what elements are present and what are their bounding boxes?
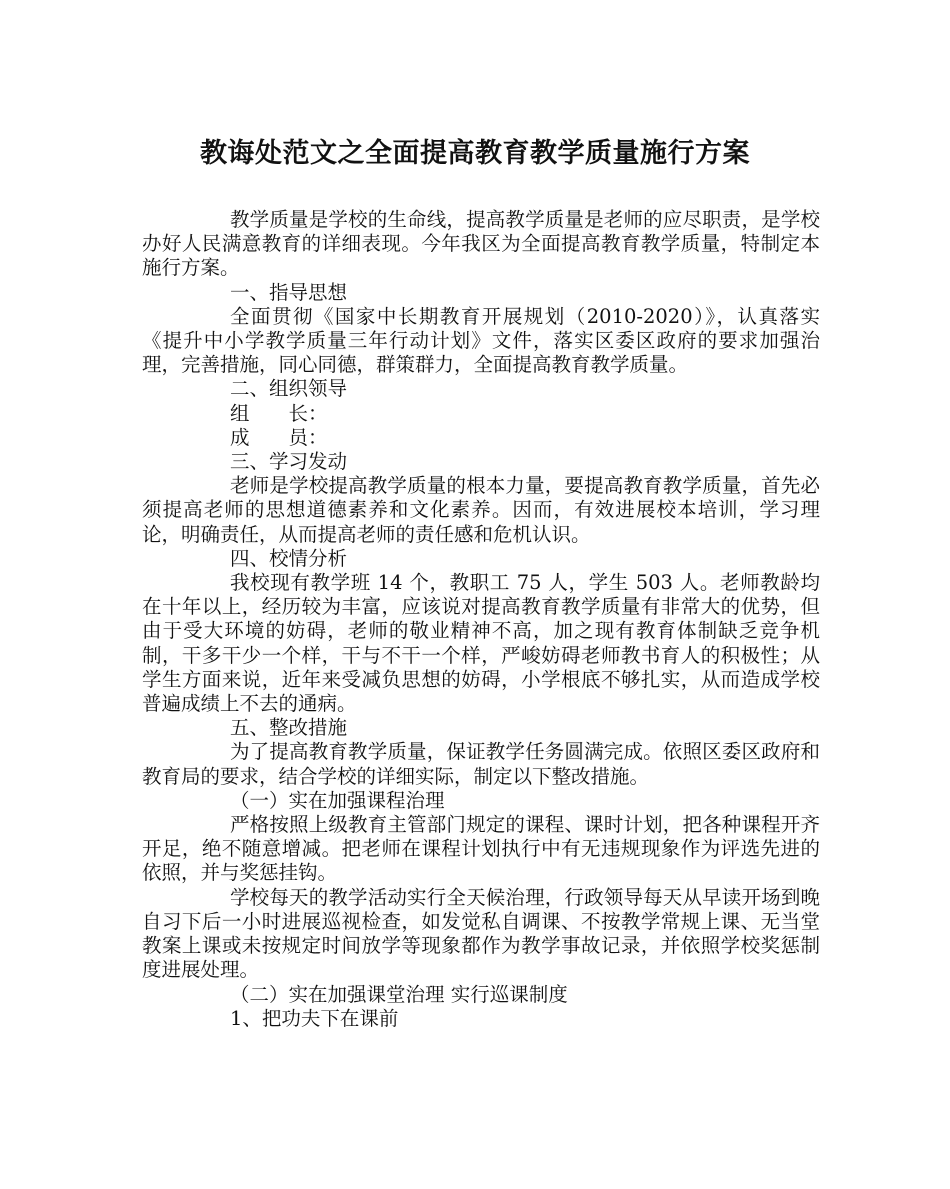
subheading-classroom: （二）实在加强课堂治理 实行巡课制度 (230, 982, 568, 1006)
document-title: 教诲处范文之全面提高教育教学质量施行方案 (200, 138, 750, 169)
section-heading-school-analysis: 四、校情分析 (230, 546, 348, 570)
paragraph-study: 老师是学校提高教学质量的根本力量，要提高教育教学质量，首先必须提高老师的思想道德素养和文化素养。因而，有效进展校本培训，学习理论，明确责任，从而提高老师的责任感和危机认识。 (142, 474, 820, 546)
item-before-class: 1、把功夫下在课前 (230, 1006, 399, 1030)
paragraph-measures-intro: 为了提高教育教学质量，保证教学任务圆满完成。依照区委区政府和教育局的要求，结合学校的详细实际，制定以下整改措施。 (142, 740, 820, 788)
section-heading-guiding-thought: 一、指导思想 (230, 280, 348, 304)
section-heading-study: 三、学习发动 (230, 450, 348, 474)
paragraph-school-analysis: 我校现有教学班 14 个，教职工 75 人，学生 503 人。老师教龄均在十年以上，经历较为丰富，应该说对提高教育教学质量有非常大的优势，但由于受大环境的妨碍，老师的敬业精神不高，加之现有教育体制缺乏竞争机制，干多干少一个样，干与不干一个样，严峻妨碍老师教书育人的积极性；从学生方面来说，近年来受减负思想的妨碍，小学根底不够扎实，从而造成学校普遍成绩上不去的通病。 (142, 571, 820, 716)
leader-line: 组 长： (230, 401, 328, 425)
paragraph-curriculum-2: 学校每天的教学活动实行全天候治理，行政领导每天从早读开场到晚自习下后一小时进展巡视检查，如发觉私自调课、不按教学常规上课、无当堂教案上课或未按规定时间放学等现象都作为教学事故记录，并依照学校奖惩制度进展处理。 (142, 885, 820, 982)
member-line: 成 员： (230, 425, 328, 449)
document-body (142, 208, 820, 1031)
paragraph-intro: 教学质量是学校的生命线，提高教学质量是老师的应尽职责，是学校办好人民满意教育的详细表现。今年我区为全面提高教育教学质量，特制定本施行方案。 (142, 208, 820, 280)
section-heading-leadership: 二、组织领导 (230, 377, 348, 401)
paragraph-curriculum-1: 严格按照上级教育主管部门规定的课程、课时计划，把各种课程开齐开足，绝不随意增减。把老师在课程计划执行中有无违规现象作为评选先进的依照，并与奖惩挂钩。 (142, 813, 820, 885)
paragraph-guiding-thought: 全面贯彻《国家中长期教育开展规划（2010-2020）》，认真落实《提升中小学教学质量三年行动计划》文件，落实区委区政府的要求加强治理，完善措施，同心同德，群策群力，全面提高教育教学质量。 (142, 304, 820, 377)
section-heading-measures: 五、整改措施 (230, 716, 348, 740)
subheading-curriculum: （一）实在加强课程治理 (230, 788, 445, 812)
